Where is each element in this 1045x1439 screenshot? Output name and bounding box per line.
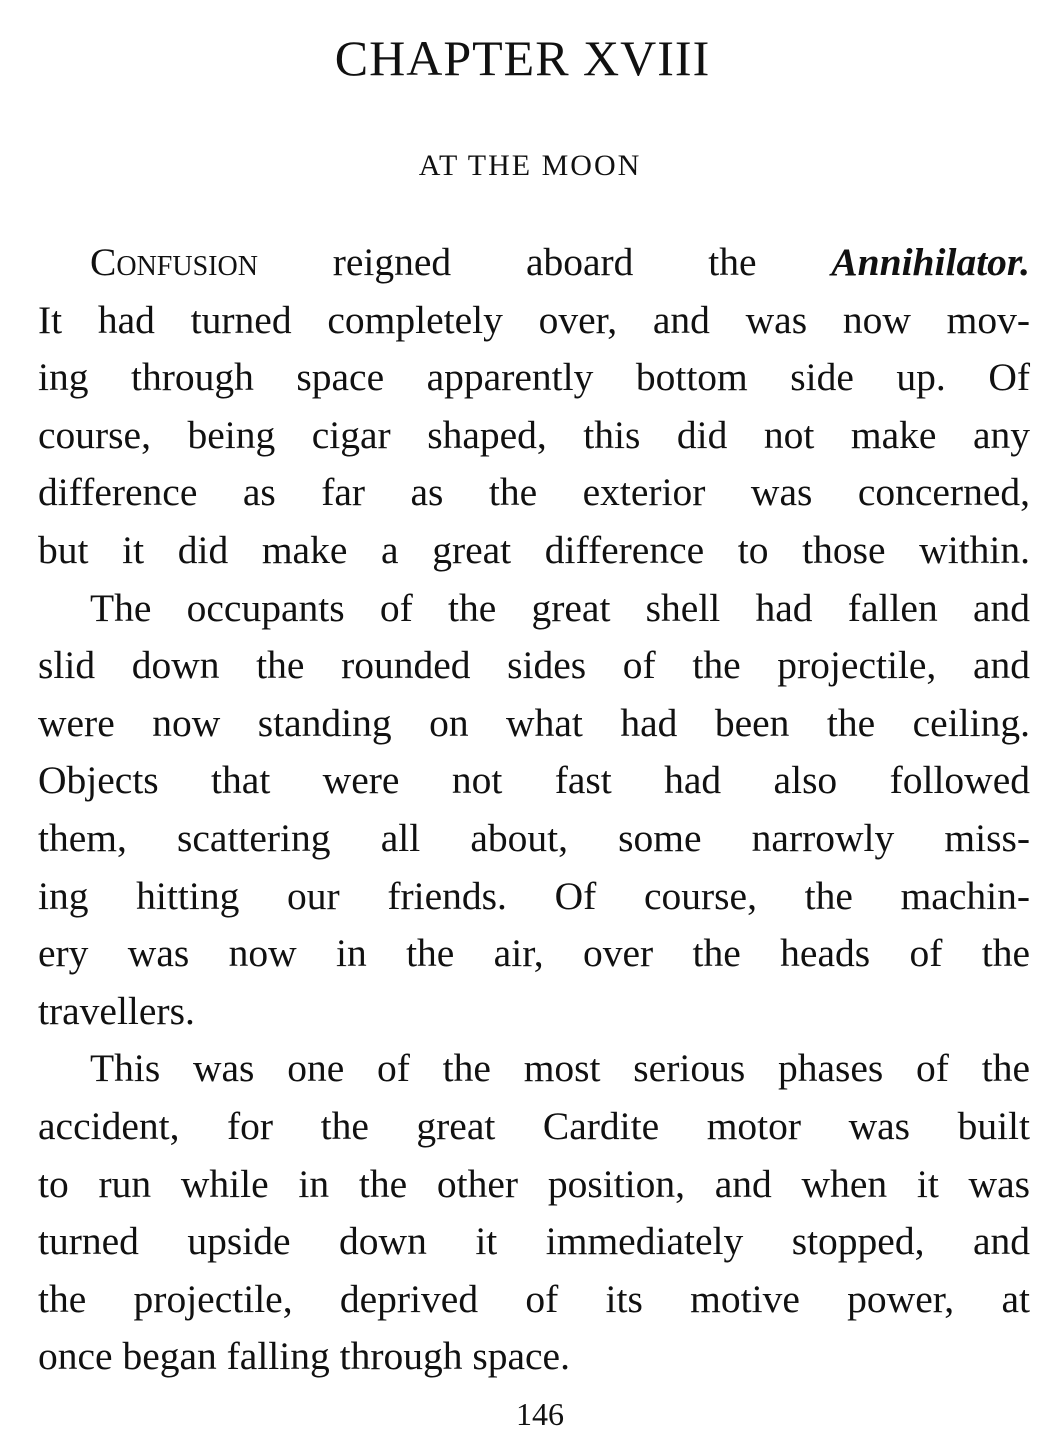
- text-line: It had turned completely over, and was now mov-: [38, 297, 1030, 342]
- text-line: travellers.: [38, 988, 195, 1033]
- text-line: once began falling through space.: [38, 1334, 570, 1379]
- text-line: The occupants of the great shell had fallen and: [90, 585, 1030, 630]
- text-line: Objects that were not fast had also followed: [38, 758, 1030, 803]
- chapter-heading: CHAPTER XVIII: [334, 30, 711, 86]
- paragraph-1: [38, 234, 1030, 580]
- text-line: This was one of the most serious phases of the: [90, 1046, 1030, 1091]
- text-line: the projectile, deprived of its motive power, at: [38, 1276, 1030, 1321]
- text-line: ing hitting our friends. Of course, the machin-: [38, 873, 1030, 918]
- opening-smallcaps-word: Confusion: [90, 240, 258, 284]
- paragraph-3: [38, 1040, 1030, 1386]
- text-line: them, scattering all about, some narrowly miss-: [38, 815, 1030, 860]
- text-line: turned upside down it immediately stopped, and: [38, 1219, 1030, 1264]
- text-line: ery was now in the air, over the heads of the: [38, 931, 1030, 976]
- text-line: but it did make a great difference to those within.: [38, 527, 1030, 572]
- text-line: slid down the rounded sides of the projectile, and: [38, 643, 1030, 688]
- text-line: difference as far as the exterior was concerned,: [38, 470, 1030, 515]
- text-line: [38, 234, 1030, 292]
- text-line: course, being cigar shaped, this did not make any: [38, 412, 1030, 457]
- chapter-subheading: AT THE MOON: [418, 149, 642, 182]
- text-fragment: reigned aboard the: [257, 240, 832, 284]
- text-line: were now standing on what had been the ceiling.: [38, 700, 1030, 745]
- paragraph-2: [38, 580, 1030, 1041]
- page-number: 146: [516, 1396, 564, 1432]
- text-line: to run while in the other position, and when it was: [38, 1161, 1030, 1206]
- chapter-body: [38, 234, 1030, 1386]
- text-line: ing through space apparently bottom side up. Of: [38, 355, 1030, 400]
- text-line: accident, for the great Cardite motor was built: [38, 1103, 1030, 1148]
- ship-name: Annihilator.: [831, 240, 1030, 284]
